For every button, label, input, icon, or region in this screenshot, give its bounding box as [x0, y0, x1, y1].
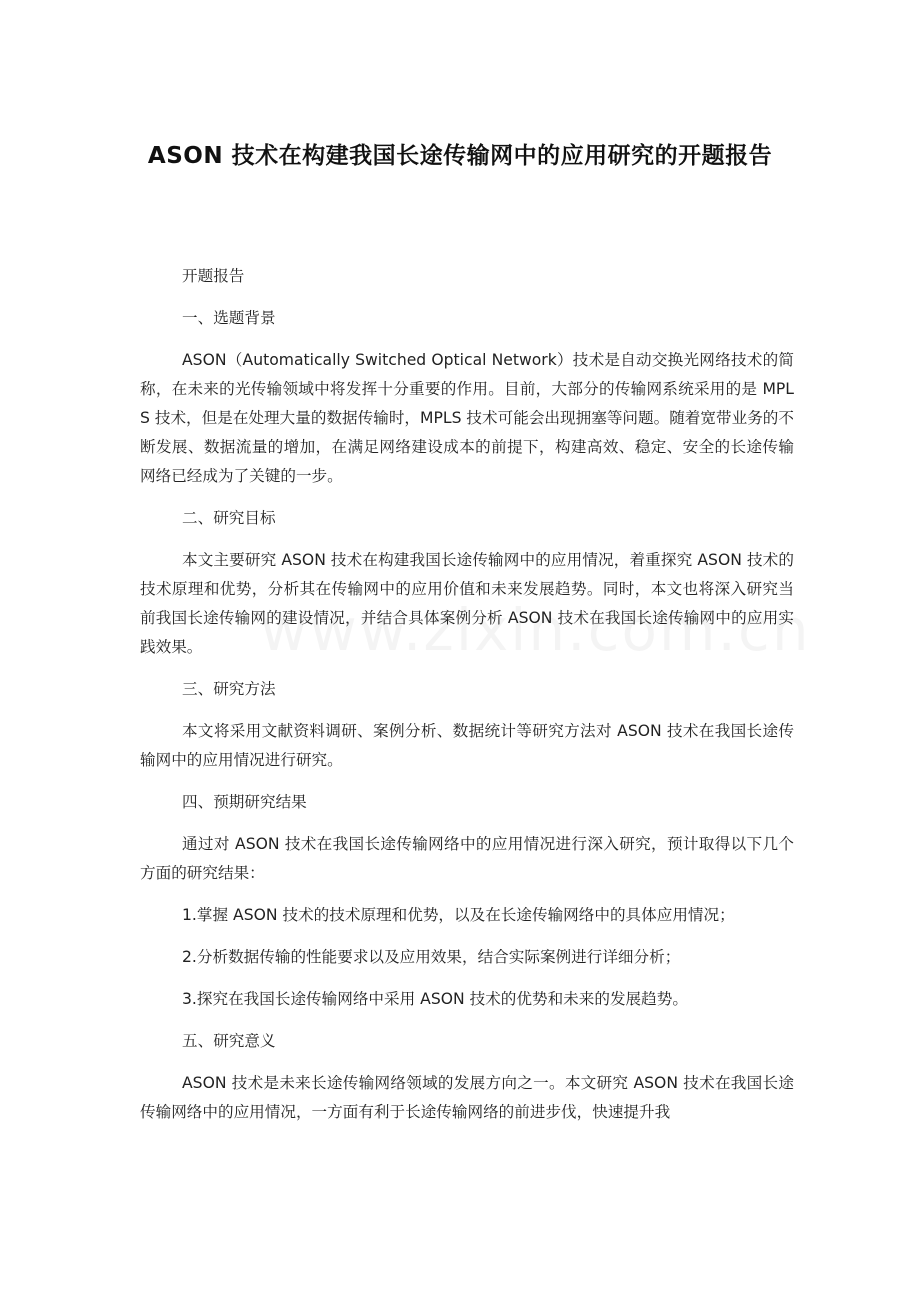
paragraph-significance: ASON 技术是未来长途传输网络领域的发展方向之一。本文研究 ASON 技术在我国长途传输网络中的应用情况，一方面有利于长途传输网络的前进步伐，快速提升我: [140, 1074, 794, 1121]
section-heading-results: 四、预期研究结果: [182, 793, 307, 811]
paragraph-goals: 本文主要研究 ASON 技术在构建我国长途传输网中的应用情况，着重探究 ASON 技术的技术原理和优势，分析其在传输网中的应用价值和未来发展趋势。同时，本文也将深入研究当前我国长途传输网的建设情况，并结合具体案例分析 ASON 技术在我国长途传输网中的应用实践效果。: [140, 551, 794, 656]
section-heading-methods: 三、研究方法: [182, 680, 276, 698]
section-heading-significance: 五、研究意义: [182, 1032, 276, 1050]
document-title: ASON 技术在构建我国长途传输网中的应用研究的开题报告: [147, 143, 773, 169]
list-item-result-3: 3.探究在我国长途传输网络中采用 ASON 技术的优势和未来的发展趋势。: [182, 990, 688, 1008]
document-body: [140, 262, 794, 1140]
list-item-result-1: 1.掌握 ASON 技术的技术原理和优势，以及在长途传输网络中的具体应用情况；: [182, 906, 735, 924]
paragraph-methods: 本文将采用文献资料调研、案例分析、数据统计等研究方法对 ASON 技术在我国长途传输网中的应用情况进行研究。: [140, 722, 794, 769]
paragraph-results-intro: 通过对 ASON 技术在我国长途传输网络中的应用情况进行深入研究，预计取得以下几个方面的研究结果：: [140, 835, 794, 882]
section-heading-report: 开题报告: [182, 267, 245, 285]
section-heading-background: 一、选题背景: [182, 309, 276, 327]
section-heading-goals: 二、研究目标: [182, 509, 276, 527]
list-item-result-2: 2.分析数据传输的性能要求以及应用效果，结合实际案例进行详细分析；: [182, 948, 681, 966]
paragraph-background: ASON（Automatically Switched Optical Network）技术是自动交换光网络技术的简称，在未来的光传输领域中将发挥十分重要的作用。目前，大部分的传输网系统采用的是 MPLS 技术，但是在处理大量的数据传输时，MPLS 技术可能会出现拥塞等问题。随着宽带业务的不断发展、数据流量的增加，在满足网络建设成本的前提下，构建高效、稳定、安全的长途传输网络已经成为了关键的一步。: [140, 351, 794, 485]
